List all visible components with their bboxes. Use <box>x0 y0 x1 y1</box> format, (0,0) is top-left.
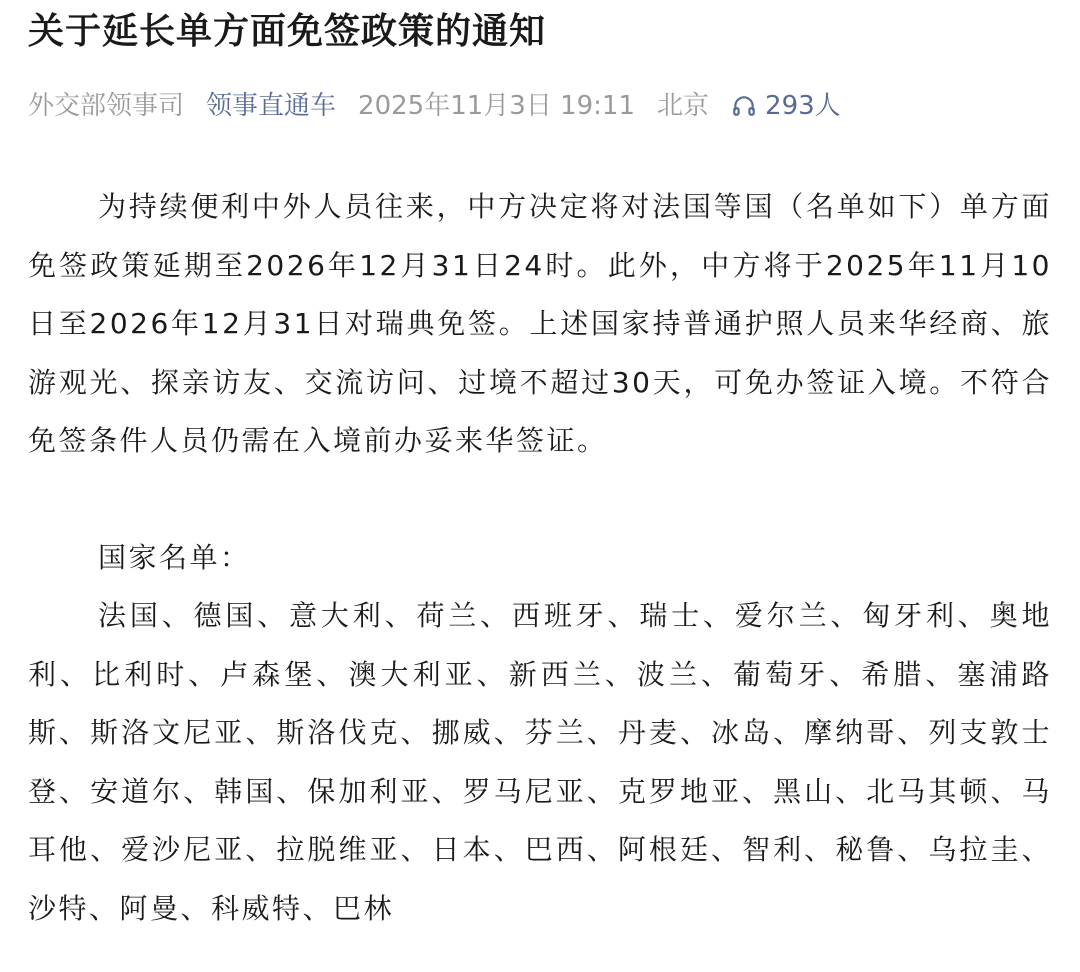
listen-button[interactable] <box>731 86 841 126</box>
country-list-label: 国家名单： <box>98 540 251 574</box>
article-meta <box>28 86 1052 126</box>
headphones-icon <box>731 93 757 119</box>
publish-datetime: 2025年11月3日 19:11 <box>358 91 636 121</box>
source-name: 外交部领事司 <box>28 91 185 121</box>
article-body <box>28 178 1052 938</box>
paragraph-spacer <box>28 471 1052 529</box>
account-link[interactable]: 领事直通车 <box>206 91 337 121</box>
paragraph-policy: 为持续便利中外人员往来，中方决定将对法国等国（名单如下）单方面免签政策延期至2026年12月31日24时。此外，中方将于2025年11月10日至2026年12月31日对瑞典免签。上述国家持普通护照人员来华经商、旅游观光、探亲访友、交流访问、过境不超过30天，可免办签证入境。不符合免签条件人员仍需在入境前办妥来华签证。 <box>28 190 1052 457</box>
listen-count: 293人 <box>765 91 841 121</box>
country-list: 法国、德国、意大利、荷兰、西班牙、瑞士、爱尔兰、匈牙利、奥地利、比利时、卢森堡、澳大利亚、新西兰、波兰、葡萄牙、希腊、塞浦路斯、斯洛文尼亚、斯洛伐克、挪威、芬兰、丹麦、冰岛、摩纳哥、列支敦士登、安道尔、韩国、保加利亚、罗马尼亚、克罗地亚、黑山、北马其顿、马耳他、爱沙尼亚、拉脱维亚、日本、巴西、阿根廷、智利、秘鲁、乌拉圭、沙特、阿曼、科威特、巴林 <box>28 599 1052 925</box>
publish-location: 北京 <box>657 91 710 121</box>
article-title: 关于延长单方面免签政策的通知 <box>28 11 547 52</box>
